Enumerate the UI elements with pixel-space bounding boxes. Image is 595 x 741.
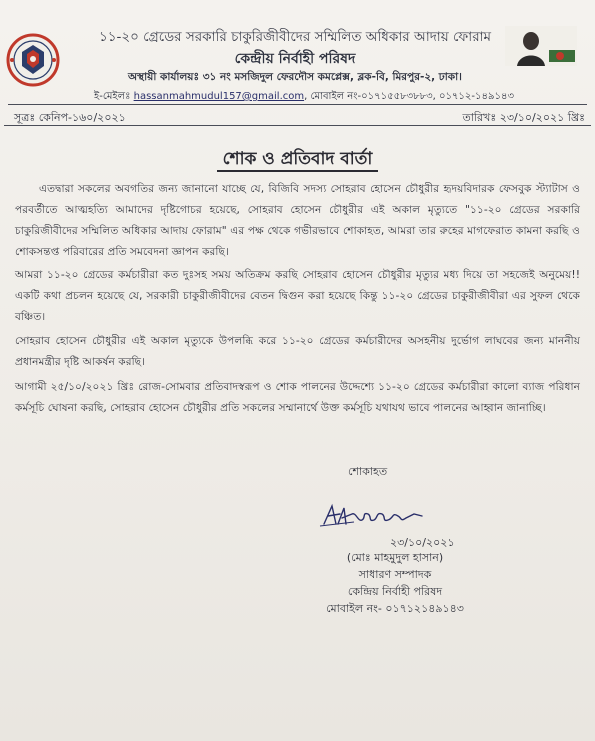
closing-word: শোকাহত xyxy=(348,465,388,478)
heading-text: শোক ও প্রতিবাদ বার্তা xyxy=(217,149,379,172)
signatory-designation: সাধারণ সম্পাদক xyxy=(358,568,432,581)
council-name: কেন্দ্রীয় নির্বাহী পরিষদ xyxy=(234,51,356,67)
organization-name: ১১-২০ গ্রেডের সরকারি চাকুরিজীবীদের সম্মিলিত অধিকার আদায় ফোরাম xyxy=(98,29,492,45)
office-address: অস্থায়ী কার্যালয়ঃ ৩১ নং মসজিদুল ফেরদৌস কমপ্লেক্স, ব্লক-বি, মিরপুর-২, ঢাকা। xyxy=(128,71,462,83)
handwritten-signature xyxy=(318,500,428,530)
organization-logo xyxy=(6,33,60,87)
email-link[interactable]: hassanmahmudul157@gmail.com xyxy=(133,91,305,102)
paragraph-hardship: আমরা ১১-২০ গ্রেডের কর্মচারীরা কত দুঃসহ সময় অতিক্রম করছি সোহরাব হোসেন চৌধুরীর মৃত্যুর মধ্য দিয়ে তা সহজেই অনুমেয়!! একটি কথা প্রচলন হয়েছে যে, সরকারী চাকুরীজীবীদের বেতন দ্বিগুন করা হয়েছে কিন্তু ১১-২০ গ্রেডের চাকুরীজীবীরা এর সুফল থেকে বঞ্চিত। xyxy=(15,268,580,323)
paragraph-appeal: সোহরাব হোসেন চৌধুরীর এই অকাল মৃত্যুকে উপলব্ধি করে ১১-২০ গ্রেডের কর্মচারীদের অসহনীয় দুর্ভোগ লাঘবের জন্য মাননীয় প্রধানমন্ত্রীর দৃষ্টি আকর্ষন করছি। xyxy=(15,334,580,368)
paragraph-condolence: এতদ্বারা সকলের অবগতির জন্য জানানো যাচ্ছে যে, বিজিবি সদস্য সোহরাব হোসেন চৌধুরীর হৃদয়বিদারক ফেসবুক স্ট্যাটাস ও পরবর্তীতে আত্মহত্যি আমাদের দৃষ্টিগোচর হয়েছে, সোহরাব হোসেন চৌধুরীর এই অকাল মৃত্যুতে "১১-২০ গ্রেডের সরকারি চাকুরিজীবীদের সম্মিলিত অধিকার আদায় ফোরাম" এর পক্ষ থেকে গভীরভাবে শোকাহত, আমরা তার রুহের মাগফেরাত কামনা করছি ও শোকসন্তপ্ত পরিবারের প্রতি সমবেদনা জ্ঞাপন করছি। xyxy=(15,182,580,258)
paragraph-program: আগামী ২৫/১০/২০২১ খ্রিঃ রোজ-সোমবার প্রতিবাদস্বরূপ ও শোক পালনের উদ্দেশ্যে ১১-২০ গ্রেডের কর্মচারীরা কালো ব্যাজ পরিধান কর্মসূচি ঘোষনা করছি, সোহরাব হোসেন চৌধুরীর প্রতি সকলের সম্মানার্থে উক্ত কর্মসূচি যথাযথ ভাবে পালনের আহ্বান জানাচ্ছি। xyxy=(15,380,580,414)
header-divider xyxy=(8,104,587,105)
meta-divider xyxy=(4,125,591,126)
email-label: ই-মেইলঃ xyxy=(94,91,131,102)
phone-numbers: , মোবাইল নং-০১৭১৫৫৮৩৮৮৩, ০১৭১২-১৪৯১৪৩ xyxy=(304,91,514,102)
letter-date: তারিখঃ ২৩/১০/২০২১ খ্রিঃ xyxy=(462,111,585,124)
portrait-image xyxy=(505,26,577,66)
signatory-mobile: মোবাইল নং- ০১৭১২১৪৯১৪৩ xyxy=(326,602,464,615)
signatory-body: কেন্দ্রিয় নির্বাহী পরিষদ xyxy=(347,585,443,598)
signature-date: ২৩/১০/২০২১ xyxy=(390,536,455,549)
signatory-name: (মোঃ মাহমুদুল হাসান) xyxy=(346,551,444,564)
reference-number: সূত্রঃ কেনিপ-১৬০/২০২১ xyxy=(14,111,126,124)
document-heading xyxy=(0,146,595,174)
